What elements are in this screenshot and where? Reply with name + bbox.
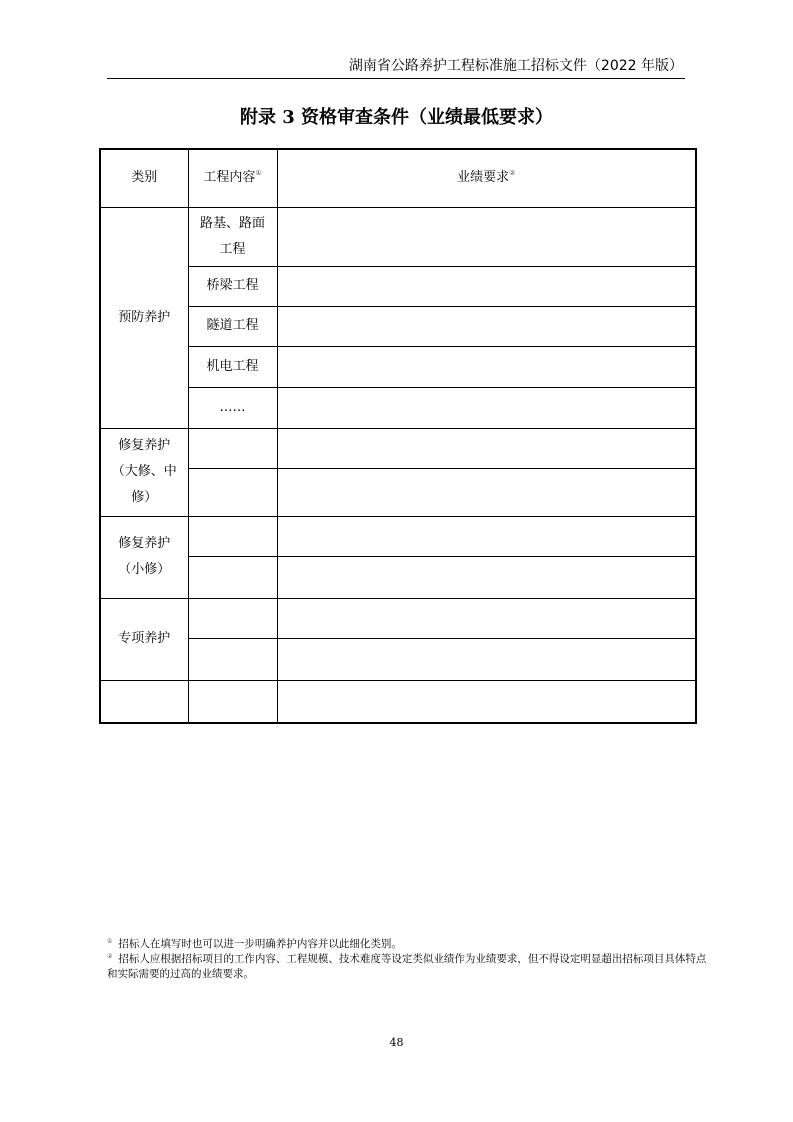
page-title: 附录 3 资格审查条件（业绩最低要求） [239, 107, 554, 128]
page-number: 48 [389, 1036, 404, 1049]
content-cell: 路基、路面工程 [188, 207, 277, 266]
requirement-cell [277, 346, 696, 387]
requirement-cell [277, 468, 696, 516]
requirement-cell [277, 207, 696, 266]
content-cell [188, 638, 277, 680]
table-row [100, 598, 696, 638]
table-header-row [100, 149, 696, 207]
content-cell [188, 680, 277, 723]
category-cell: 修复养护（小修） [100, 516, 188, 598]
header-requirement: 业绩要求② [277, 149, 696, 207]
category-cell: 专项养护 [100, 598, 188, 680]
footnote: ② 招标人应根据招标项目的工作内容、工程规模、技术难度等设定类似业绩作为业绩要求，但不得设定明显超出招标项目具体特点和实际需要的过高的业绩要求。 [107, 953, 707, 980]
running-header: 湖南省公路养护工程标准施工招标文件（2022 年版） [348, 58, 683, 74]
content-cell [188, 428, 277, 468]
requirement-cell [277, 387, 696, 428]
table-row [100, 556, 696, 598]
requirement-cell [277, 556, 696, 598]
footnotes [107, 937, 707, 982]
requirement-cell [277, 638, 696, 680]
content-cell [188, 516, 277, 556]
footnote-ref: ① [255, 169, 262, 178]
table-row [100, 428, 696, 468]
requirement-cell [277, 598, 696, 638]
footnote-ref: ② [509, 169, 516, 178]
content-cell: 机电工程 [188, 346, 277, 387]
requirement-cell [277, 306, 696, 346]
category-cell: 修复养护（大修、中修） [100, 428, 188, 516]
table-row [100, 207, 696, 266]
content-cell: 桥梁工程 [188, 266, 277, 306]
table-row [100, 266, 696, 306]
content-cell: …… [188, 387, 277, 428]
content-cell [188, 468, 277, 516]
requirements-table [99, 148, 697, 724]
requirement-cell [277, 680, 696, 723]
table-row [100, 468, 696, 516]
requirement-cell [277, 428, 696, 468]
category-cell [100, 680, 188, 723]
table-row [100, 638, 696, 680]
content-cell [188, 598, 277, 638]
content-cell [188, 556, 277, 598]
requirement-cell [277, 266, 696, 306]
footnote: ① 招标人在填写时也可以进一步明确养护内容并以此细化类别。 [107, 938, 402, 950]
header-content: 工程内容① [188, 149, 277, 207]
requirement-cell [277, 516, 696, 556]
table-row [100, 516, 696, 556]
table-row [100, 346, 696, 387]
header-category: 类别 [100, 149, 188, 207]
table-row [100, 680, 696, 723]
header-divider [107, 78, 685, 79]
content-cell: 隧道工程 [188, 306, 277, 346]
table-row [100, 387, 696, 428]
table-row [100, 306, 696, 346]
category-cell: 预防养护 [100, 207, 188, 428]
